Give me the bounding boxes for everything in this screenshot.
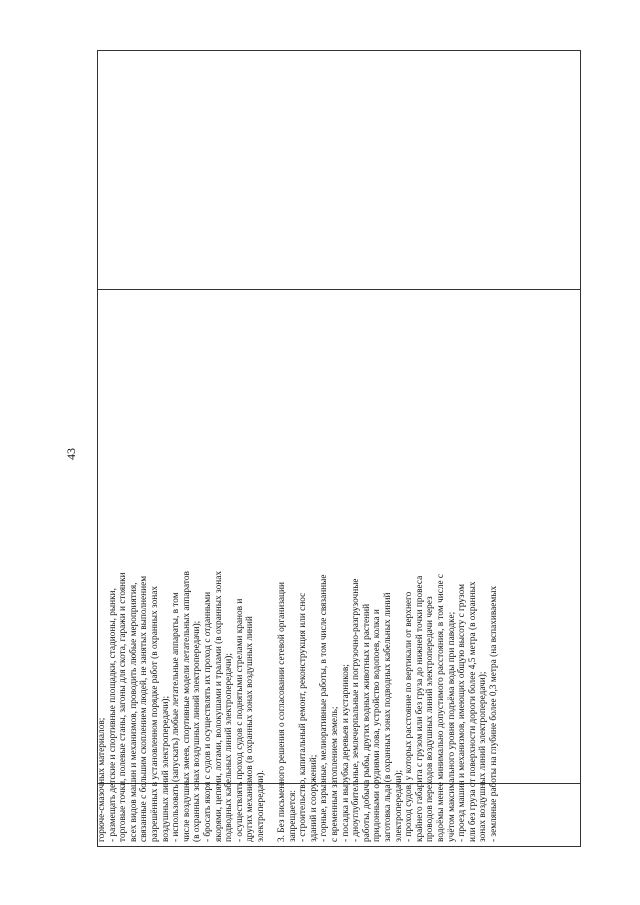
text-line: с временным затоплением земель; — [330, 706, 341, 842]
text-line: - земляные работы на глубине более 0,3 метра (на вспахиваемых — [488, 585, 499, 842]
text-line: водоёмы менее минимально допустимого расстояния, в том числе с — [436, 573, 446, 842]
text-line: числе воздушных змеев, спортивные модели летательных аппаратов — [181, 571, 192, 842]
text-line: - осуществлять проход судов с поднятыми стрелами кранов и — [234, 598, 245, 842]
text-line: - горные, взрывные, мелиоративные работы, в том числе связанные — [319, 574, 330, 842]
text-line: связанные с большим скоплением людей, не занятых выполнением — [139, 575, 150, 842]
text-line: или без груза от поверхности дороги более 4,5 метра (в охранных — [467, 581, 478, 842]
text-line: - проход судов, у которых расстояние по вертикали от верхнего — [404, 591, 415, 842]
text-line: проводов переходов воздушных линий электропередачи через — [425, 596, 436, 842]
text-line: - дноуглубительные, землечерпальные и погрузочно-разгрузочные — [351, 578, 362, 842]
table-cell-text — [97, 298, 595, 842]
text-line — [267, 298, 278, 842]
text-line: горюче-смазочных материалов; — [97, 717, 107, 842]
text-line: электропередачи). — [255, 770, 266, 842]
text-line: - бросать якоря с судов и осуществлять их проход с отданными — [202, 591, 213, 842]
text-line: - строительство, капитальный ремонт, реконструкция или снос — [298, 592, 309, 842]
text-line: якорями, цепями, лотами, волокушами и тралами (в охранных зонах — [213, 571, 224, 842]
text-line: разрешённых в установленном порядке работ (в охранных зонах — [149, 585, 160, 842]
text-line: - использовать (запускать) любые летательные аппараты, в том — [171, 592, 182, 842]
text-line: запрещается: — [287, 790, 298, 842]
table-row-divider-1 — [97, 289, 581, 290]
text-line: учётом максимального уровня подъёма воды при паводке; — [446, 611, 457, 842]
text-line: электропередачи); — [393, 769, 404, 842]
text-line: (в охранных зонах воздушных линий электропередачи); — [192, 620, 203, 842]
page-number — [64, 448, 84, 480]
text-line: зданий и сооружений; — [308, 754, 319, 842]
text-line: придонными орудиями лова, устройство водопоев, колка и — [372, 609, 383, 842]
text-line: крайнего габарита с грузом или без груза до нижней точки провеса — [414, 575, 425, 842]
text-line: - посадка и вырубка деревьев и кустарников; — [340, 664, 351, 842]
text-line: - проезд машин и механизмов, имеющих общую высоту с грузом — [457, 584, 468, 842]
rotated-text-block — [97, 298, 595, 842]
text-line: воздушных линий электропередачи); — [160, 695, 171, 842]
text-line: 3. Без письменного решения о согласовании сетевой организации — [277, 582, 288, 842]
text-line: всех видов машин и механизмов, проводить любые мероприятия, — [128, 582, 139, 842]
page-number-text: 43 — [64, 448, 78, 460]
text-line: подводных кабельных линий электропередачи); — [224, 653, 235, 842]
text-line: работы, добыча рыбы, других водных животных и растений — [361, 603, 372, 842]
text-line: других механизмов (в охранных зонах воздушных линий — [245, 616, 256, 842]
text-line: заготовка льда (в охранных зонах подводных кабельных линий — [383, 592, 394, 842]
text-line: зонах воздушных линий электропередачи); — [478, 671, 489, 842]
text-line: - размещать детские и спортивные площадки, стадионы, рынки, — [107, 588, 118, 842]
text-line: торговые точки, полевые станы, загоны для скота, гаражи и стоянки — [118, 572, 129, 842]
